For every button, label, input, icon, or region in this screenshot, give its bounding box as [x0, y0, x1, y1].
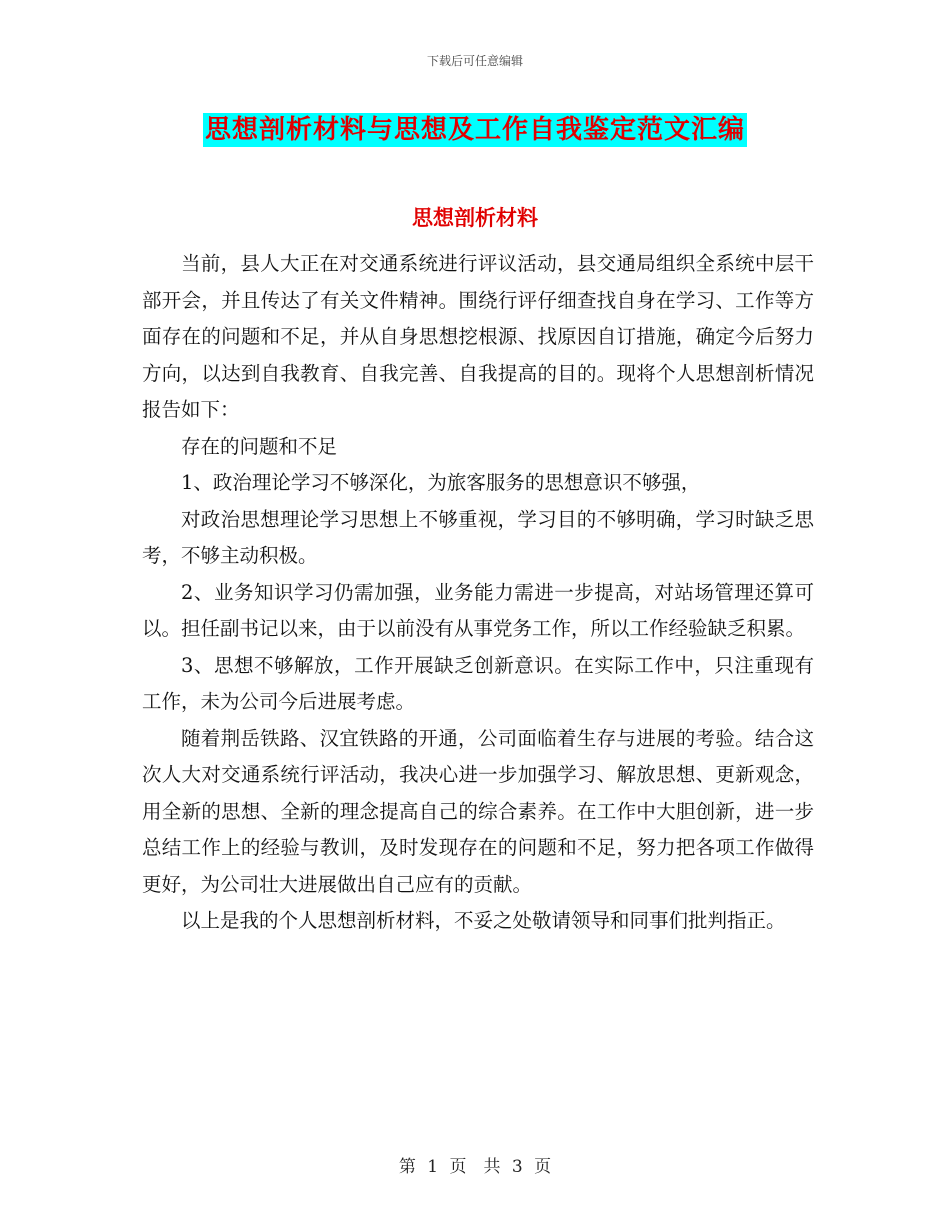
page-prefix: 第 [398, 1157, 416, 1177]
document-body [142, 246, 814, 940]
page-footer [0, 1152, 950, 1177]
page-number: 1 [427, 1157, 439, 1177]
paragraph: 3、思想不够解放，工作开展缺乏创新意识。在实际工作中，只注重现有工作，未为公司今后进展考虑。 [142, 653, 814, 713]
paragraph: 当前，县人大正在对交通系统进行评议活动，县交通局组织全系统中层干部开会，并且传达了有关文件精神。围绕行评仔细查找自身在学习、工作等方面存在的问题和不足，并从自身思想挖根源、找原因自订措施，确定今后努力方向，以达到自我教育、自我完善、自我提高的目的。现将个人思想剖析情况报告如下： [142, 252, 814, 421]
page-total: 3 [511, 1157, 523, 1177]
paragraph: 对政治思想理论学习思想上不够重视，学习目的不够明确，学习时缺乏思考，不够主动积极。 [142, 507, 814, 567]
header-note: 下载后可任意编辑 [426, 54, 523, 68]
paragraph: 存在的问题和不足 [181, 434, 338, 458]
document-title [0, 112, 950, 148]
paragraph: 随着荆岳铁路、汉宜铁路的开通，公司面临着生存与进展的考验。结合这次人大对交通系统行评活动，我决心进一步加强学习、解放思想、更新观念，用全新的思想、全新的理念提高自己的综合素养。在工作中大胆创新，进一步总结工作上的经验与教训，及时发现存在的问题和不足，努力把各项工作做得更好，为公司壮大进展做出自己应有的贡献。 [142, 726, 814, 896]
page-suffix: 页 [534, 1157, 552, 1177]
paragraph: 以上是我的个人思想剖析材料，不妥之处敬请领导和同事们批判指正。 [181, 909, 786, 932]
section-title: 思想剖析材料 [412, 205, 538, 230]
document-title-text: 思想剖析材料与思想及工作自我鉴定范文汇编 [204, 115, 745, 145]
paragraph: 1、政治理论学习不够深化，为旅客服务的思想意识不够强， [181, 471, 701, 494]
paragraph: 2、业务知识学习仍需加强，业务能力需进一步提高，对站场管理还算可以。担任副书记以来，由于以前没有从事党务工作，所以工作经验缺乏积累。 [142, 580, 814, 640]
page-mid: 页 共 [449, 1157, 501, 1177]
